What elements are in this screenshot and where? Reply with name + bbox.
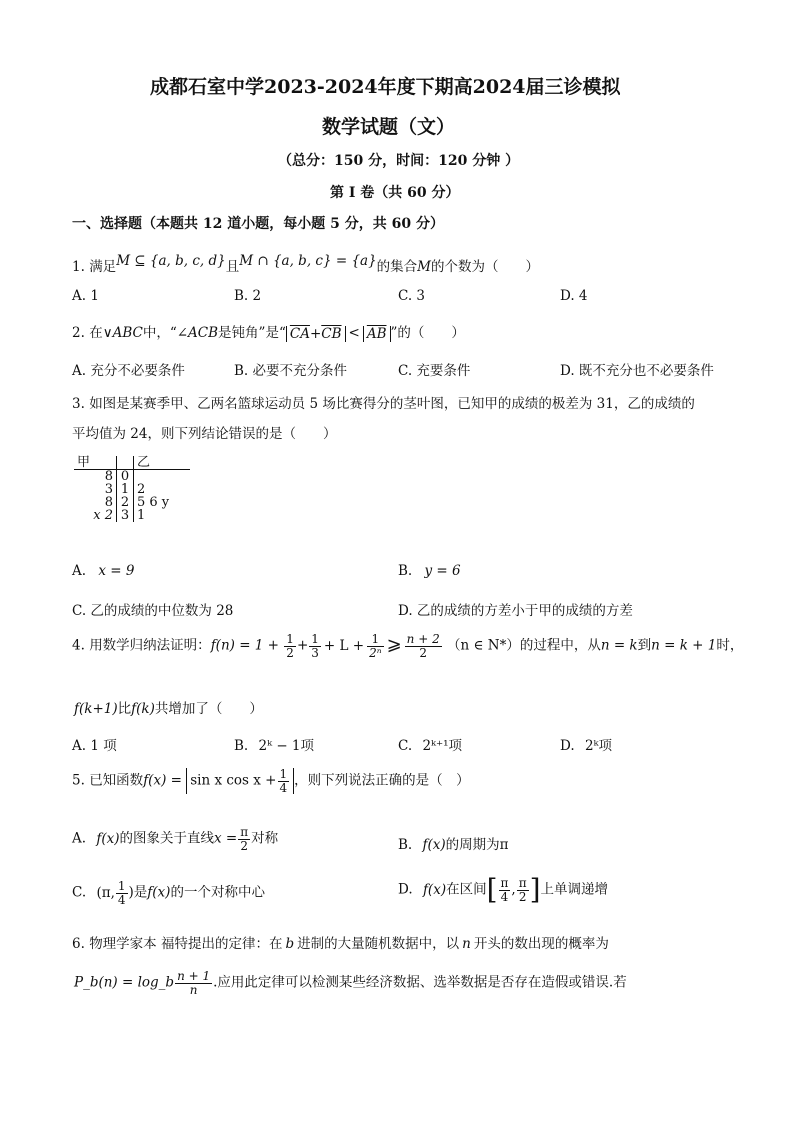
q2-less-than: < [348,325,360,341]
q5-option-c-den: 4 [117,892,126,907]
q6-b: b [285,936,295,952]
q1-option-c: C. 3 [398,288,426,304]
q3-option-a-label: A. [72,563,87,579]
q4-condition: （n ∈ N*）的过程中，从 [447,637,601,654]
q5-option-d-f1-num: π [500,875,509,890]
q4-fraction-1 [284,633,296,659]
q2-text: 在 [89,325,103,341]
q5-option-b-fx: f(x) [422,837,446,853]
q4-frac3-den: 2ⁿ [369,645,382,660]
q4-lhs: f(n) = 1 + [210,637,279,654]
q6-text: 进制的大量随机数据中，以 [297,936,460,952]
q1-math-intersection: M ∩ {a, b, c} = {a} [239,253,377,269]
q5-option-a [72,826,278,852]
q1-option-a: A. 1 [72,288,99,304]
q5-option-a-num: π [240,825,249,839]
q3-option-d: D. 乙的成绩的方差小于甲的成绩的方差 [398,603,633,619]
q6-frac-den: n [189,982,198,997]
q3-option-b-label: B. [398,563,413,579]
q6-text: 物理学家本 福特提出的定律：在 [89,936,283,952]
q6-n: n [462,936,471,952]
q5-option-d-label: D. [398,881,413,898]
q4-plus: + [296,637,309,654]
q2-text: 是钝角”是“ [218,325,286,341]
q4-frac3-num: 1 [367,633,384,647]
q1-math-subset: M ⊆ {a, b, c, d} [116,253,226,269]
q4-frac1-den: 2 [286,645,294,660]
q4-ge: ⩾ [386,633,402,655]
stem-leaf-header-stem [117,456,134,470]
q5-option-d-text: 在区间 [446,881,487,898]
question-1 [72,255,539,275]
q4-option-a: A. 1 项 [72,738,117,754]
q4-n-eq-k: n = k [600,637,638,654]
stem-leaf-row [74,483,190,496]
q5-option-a-x: x = [214,830,238,847]
q5-option-c-text: 是 [133,884,148,901]
q2-vector-ca: $\overline{CA}$ [289,325,310,342]
q5-option-a-fraction [238,826,250,852]
q4-frac4-den: 2 [419,645,427,660]
q2-option-c: C. 充要条件 [398,363,471,379]
q1-text: 的集合 [376,259,418,275]
q5-option-a-den: 2 [240,838,248,853]
q2-option-a: A. 充分不必要条件 [72,363,185,379]
q5-option-a-fx: f(x) [96,830,120,847]
stem-leaf-header-right: 乙 [134,456,191,470]
q5-option-a-text: 的图象关于直线 [119,830,214,847]
q5-option-c [72,880,265,906]
q4-text: 时， [716,637,744,654]
q5-fraction [278,768,290,794]
q4-frac2-den: 3 [311,645,319,660]
q5-frac-den: 4 [279,780,288,795]
q4-text: 用数学归纳法证明： [89,637,211,654]
q2-vector-ab-abs [363,326,391,342]
q2-option-d: D. 既不充分也不必要条件 [560,363,714,379]
stem-leaf-plot [74,456,190,522]
q4-fraction-4 [405,633,442,659]
q5-abs-expression [186,768,294,794]
q5-frac-num: 1 [279,767,288,781]
question-6-line-2 [74,970,627,996]
stem-leaf-stem: 0 [117,470,134,484]
q5-option-c-close: ) [128,884,134,901]
q5-option-d-comma: , [511,881,516,898]
q4-option-b-text: 2ᵏ − 1项 [258,738,315,754]
q3-option-a [72,563,134,579]
q5-option-c-label: C. [72,884,87,901]
q5-option-d-fraction-1 [499,877,511,903]
q5-fx: f(x) = [143,772,182,789]
q4-fraction-2 [309,633,321,659]
q1-math-m: M [417,259,431,275]
stem-leaf-row [74,470,190,484]
q4-plus-l: + L + [323,637,365,654]
q4-option-b-label: B. [234,738,249,754]
stem-leaf-row [74,496,190,509]
stem-leaf-stem: 2 [117,496,134,509]
q5-option-d-text-2: 上单调递增 [540,881,609,898]
stem-leaf-stem: 3 [117,509,134,522]
q6-formula-lhs: P_b(n) = log_b [74,974,175,991]
q5-option-d-bracket-close: ] [529,873,541,906]
stem-leaf-left: 3 [104,482,113,497]
q5-text: ，则下列说法正确的是（ ） [294,772,470,789]
q2-math-triangle: ∨ABC [102,325,143,341]
q4-n-eq-k1: n = k + 1 [651,637,717,654]
stem-leaf-right: 1 [137,508,146,523]
q4-text: 比 [117,701,132,717]
q4-option-d-label: D. [560,738,575,754]
q6-text: 开头的数出现的概率为 [473,936,609,952]
stem-leaf-row [74,509,190,522]
question-3-line-1 [72,392,695,412]
question-2 [72,321,465,342]
q4-option-c [398,734,462,754]
q4-option-b [234,734,314,754]
q3-number: 3. [72,396,85,412]
q2-text: ”的（ ） [390,325,465,341]
stem-leaf-right: 5 6 y [137,495,170,510]
q1-text: 满足 [89,259,117,275]
q3-option-b-math: y = 6 [424,563,461,579]
question-4-line-2 [74,697,263,717]
q4-frac2-num: 1 [311,632,319,646]
q2-option-b: B. 必要不充分条件 [234,363,348,379]
q5-option-c-text-2: 的一个对称中心 [170,884,265,901]
q5-option-d-fraction-2 [517,877,529,903]
q5-option-b [398,833,509,853]
q4-option-d-text: 2ᵏ项 [584,738,612,754]
q4-frac4-num: n + 2 [406,632,440,646]
q6-text: .应用此定律可以检测某些经济数据、选举数据是否存在造假或错误.若 [213,974,627,991]
q3-text: 如图是某赛季甲、乙两名篮球运动员 5 场比赛得分的茎叶图，已知甲的成绩的极差为 31，乙的成绩的 [89,396,695,412]
question-5 [72,768,470,794]
q4-number: 4. [72,637,85,654]
q2-vector-ab: $\overline{AB}$ [366,325,387,342]
q5-option-b-pi: π [499,837,509,853]
q5-option-d-fx: f(x) [422,881,447,898]
stem-leaf-stem: 1 [117,483,134,496]
exam-subtitle: 数学试题（文） [322,116,456,138]
question-3-line-2: 平均值为 24，则下列结论错误的是（ ） [72,426,337,442]
q4-text: 到 [637,637,652,654]
q4-text: 共增加了（ ） [154,701,263,717]
stem-leaf-table [74,456,190,522]
stem-leaf-left: 8 [104,495,113,510]
q5-option-d-f2-num: π [518,875,527,890]
q5-option-d-bracket-open: [ [486,873,498,906]
q3-option-c: C. 乙的成绩的中位数为 28 [72,603,234,619]
q2-plus: + [309,325,322,342]
volume-heading: 第 I 卷（共 60 分） [330,185,460,201]
q4-option-c-label: C. [398,738,413,754]
q5-option-d-f2-den: 2 [518,889,527,904]
q4-fk1: f(k+1) [74,701,118,717]
q3-option-b [398,563,461,579]
q2-vector-sum-abs [286,326,346,342]
q4-option-c-text: 2ᵏ⁺¹项 [422,738,462,754]
q1-option-d: D. 4 [560,288,588,304]
stem-leaf-right [134,470,191,484]
q5-option-c-fx: f(x) [147,884,171,901]
q5-option-c-fraction [116,880,128,906]
stem-leaf-left: x 2 [93,508,113,523]
q5-option-d [398,873,609,906]
q5-number: 5. [72,772,85,789]
q5-option-c-point: (π, [96,884,115,901]
q3-option-a-math: x = 9 [98,563,135,579]
q2-number: 2. [72,325,85,341]
q5-option-a-label: A. [72,830,87,847]
q5-option-b-label: B. [398,837,413,853]
q6-fraction [175,970,212,996]
question-6 [72,932,609,952]
q6-number: 6. [72,936,85,952]
q2-vector-cb: $\overline{CB}$ [321,325,342,342]
q5-option-a-text-2: 对称 [251,830,279,847]
section-heading: 一、选择题（本题共 12 道小题，每小题 5 分，共 60 分） [72,216,444,232]
q1-option-b: B. 2 [234,288,262,304]
q1-text: 且 [225,259,240,275]
q1-number: 1. [72,259,85,275]
q1-text: 的个数为（ ） [431,259,539,275]
exam-title: 成都石室中学2023-2024年度下期高2024届三诊模拟 [150,76,621,98]
q2-text: 中，“ [142,325,177,341]
stem-leaf-left: 8 [104,469,113,484]
q4-frac1-num: 1 [286,632,294,646]
q5-option-b-text: 的周期为 [445,837,500,853]
stem-leaf-header-left: 甲 [74,456,117,470]
stem-leaf-header-row [74,456,190,470]
q6-frac-num: n + 1 [177,969,211,983]
q4-fraction-3 [367,633,384,659]
stem-leaf-right: 2 [137,482,146,497]
exam-meta: （总分：150 分，时间：120 分钟 ） [278,153,520,169]
q5-option-c-num: 1 [117,879,126,893]
q5-text: 已知函数 [89,772,144,789]
q5-option-d-f1-den: 4 [500,889,509,904]
q4-fk: f(k) [131,701,155,717]
q4-option-d [560,734,612,754]
question-4 [72,633,743,659]
q2-math-angle: ∠ACB [176,325,219,341]
q5-inner: sin x cos x + [190,772,277,789]
